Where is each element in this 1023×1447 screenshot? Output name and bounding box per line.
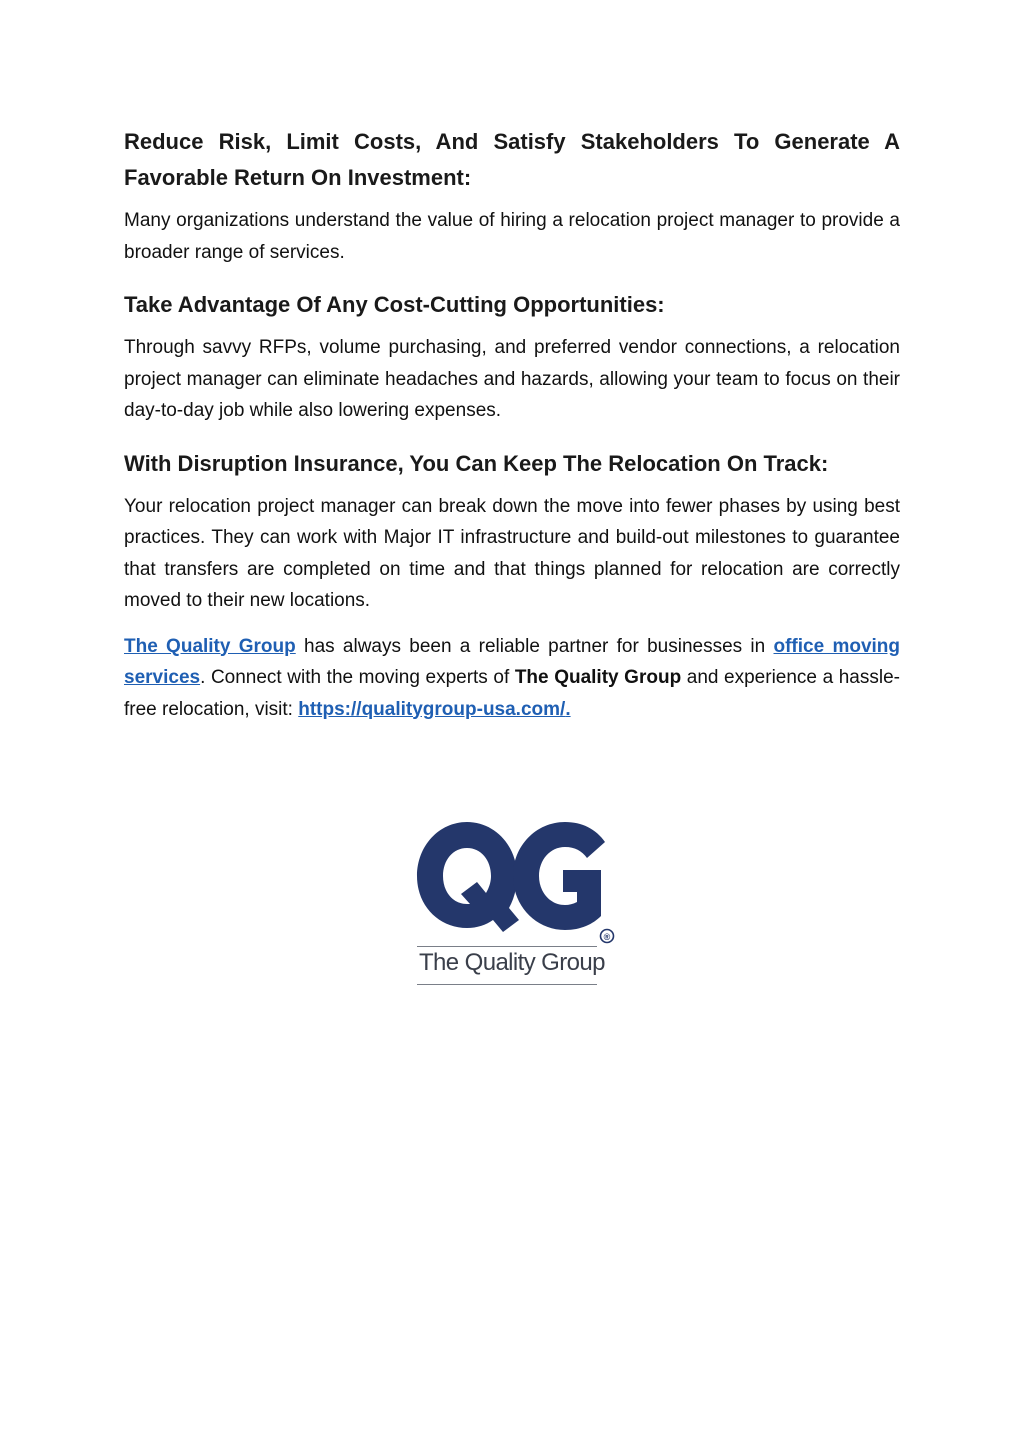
logo-g-letter bbox=[513, 822, 605, 930]
document-page bbox=[124, 124, 900, 725]
registered-mark: ® bbox=[603, 932, 611, 942]
company-link[interactable]: The Quality Group bbox=[124, 635, 296, 657]
section-heading-roi: Reduce Risk, Limit Costs, And Satisfy Stakeholders To Generate A Favorable Return On Investment: bbox=[124, 129, 900, 190]
closing-text-3: and experience a hassle-free relocation, visit: bbox=[124, 667, 900, 720]
logo-divider-bottom bbox=[417, 984, 597, 985]
closing-paragraph bbox=[124, 631, 900, 726]
website-link[interactable] bbox=[298, 699, 570, 720]
closing-text-2: . Connect with the moving experts of bbox=[200, 667, 515, 688]
section-body-roi: Many organizations understand the value of hiring a relocation project manager to provide a broader range of services. bbox=[124, 210, 900, 263]
website-url: https://qualitygroup-usa.com/ bbox=[298, 698, 566, 720]
website-url-suffix: . bbox=[565, 698, 571, 720]
company-name-bold: The Quality Group bbox=[514, 667, 682, 688]
logo-caption: The Quality Group bbox=[419, 949, 605, 976]
section-body-cost-cutting: Through savvy RFPs, volume purchasing, and preferred vendor connections, a relocation project manager can eliminate headaches and hazards, allowing your team to focus on their day-to-day job while also lowering expenses. bbox=[124, 337, 900, 421]
closing-text-1: has always been a reliable partner for businesses in bbox=[295, 635, 774, 657]
section-heading-disruption-insurance: With Disruption Insurance, You Can Keep The Relocation On Track: bbox=[124, 450, 829, 476]
office-moving-services-link[interactable]: office moving services bbox=[124, 635, 901, 688]
section-body-disruption-insurance: Your relocation project manager can break down the move into fewer phases by using best practices. They can work with Major IT infrastructure and build-out milestones to guarantee that transfers are completed on time and that things planned for relocation are correctly moved to their new locations. bbox=[124, 495, 900, 611]
logo-divider-top bbox=[417, 946, 597, 947]
logo-q-letter bbox=[417, 822, 519, 932]
section-heading-cost-cutting: Take Advantage Of Any Cost-Cutting Opportunities: bbox=[124, 292, 665, 317]
